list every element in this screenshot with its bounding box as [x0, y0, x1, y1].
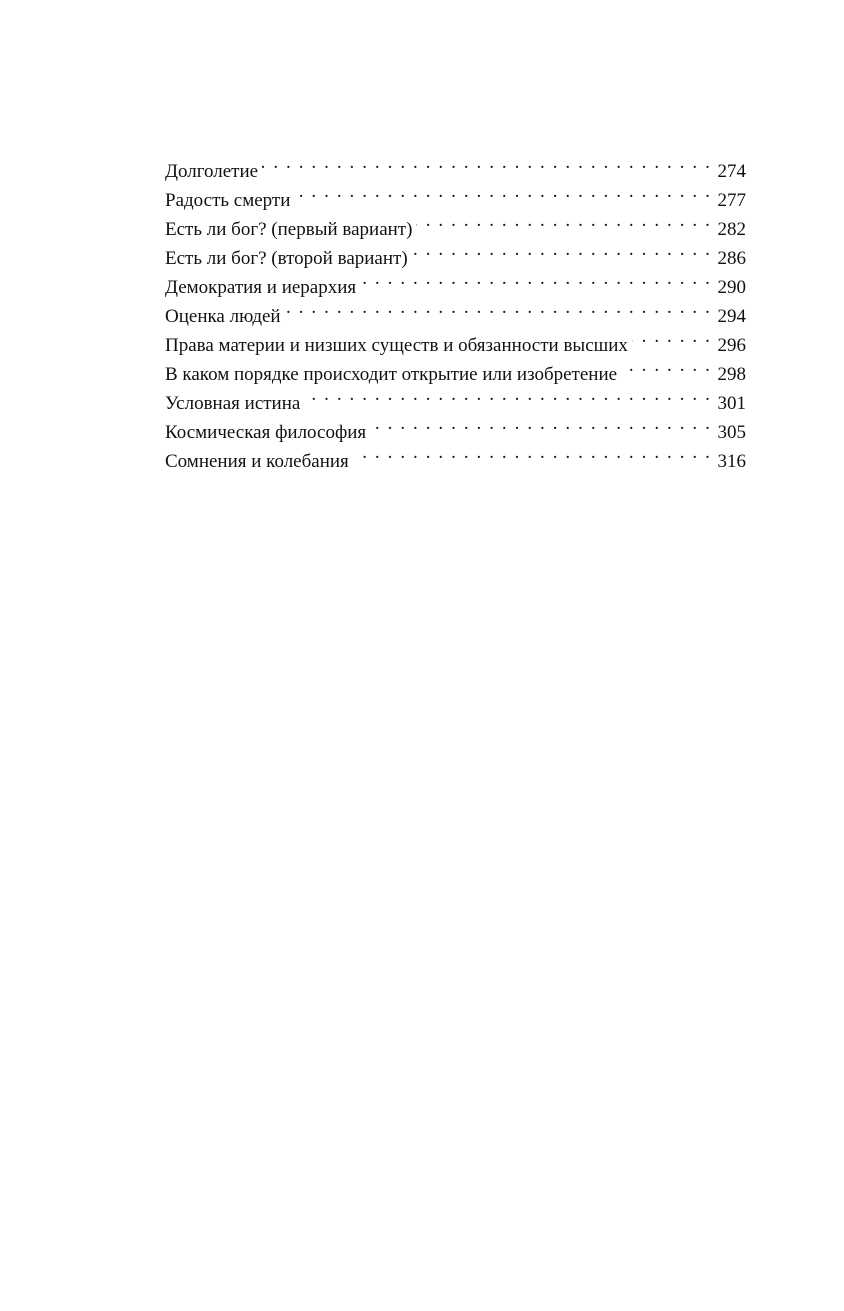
toc-dot-leader	[416, 206, 711, 235]
toc-entry-page: 305	[717, 422, 746, 443]
table-of-contents	[165, 148, 746, 472]
toc-dot-leader	[353, 438, 712, 467]
toc-entry-page: 301	[717, 393, 746, 414]
toc-dot-leader	[294, 177, 711, 206]
toc-entry-title: Есть ли бог? (второй вариант)	[165, 248, 408, 269]
toc-entry-title: Сомнения и колебания	[165, 451, 349, 472]
toc-entry-title: Демократия и иерархия	[165, 277, 357, 298]
toc-entry-title: Условная истина	[165, 393, 301, 414]
toc-entry-title: Есть ли бог? (первый вариант)	[165, 219, 413, 240]
toc-dot-leader	[304, 380, 711, 409]
toc-entry-title: Оценка людей	[165, 306, 281, 327]
toc-entry-page: 277	[717, 190, 746, 211]
toc-entry-title: Космическая философия	[165, 422, 367, 443]
toc-dot-leader	[632, 322, 712, 351]
toc-entry-title: Права материи и низших существ и обязанности высших	[165, 335, 628, 356]
toc-dot-leader	[360, 264, 711, 293]
toc-entry-title: Радость смерти	[165, 190, 291, 211]
toc-dot-leader	[412, 235, 712, 264]
toc-entry-page: 316	[717, 451, 746, 472]
toc-dot-leader	[621, 351, 711, 380]
toc-entry-title: В каком порядке происходит открытие или изобретение	[165, 364, 618, 385]
toc-entry-title: Долголетие	[165, 161, 259, 182]
toc-entry-page: 296	[717, 335, 746, 356]
toc-entry-page: 294	[717, 306, 746, 327]
toc-entry-page: 290	[717, 277, 746, 298]
toc-entry	[165, 148, 746, 182]
toc-dot-leader	[370, 409, 711, 438]
toc-entry-page: 282	[717, 219, 746, 240]
toc-entry-page: 298	[717, 364, 746, 385]
toc-dot-leader	[262, 148, 711, 177]
toc-dot-leader	[285, 293, 712, 322]
toc-entry-page: 286	[717, 248, 746, 269]
toc-entry-page: 274	[717, 161, 746, 182]
